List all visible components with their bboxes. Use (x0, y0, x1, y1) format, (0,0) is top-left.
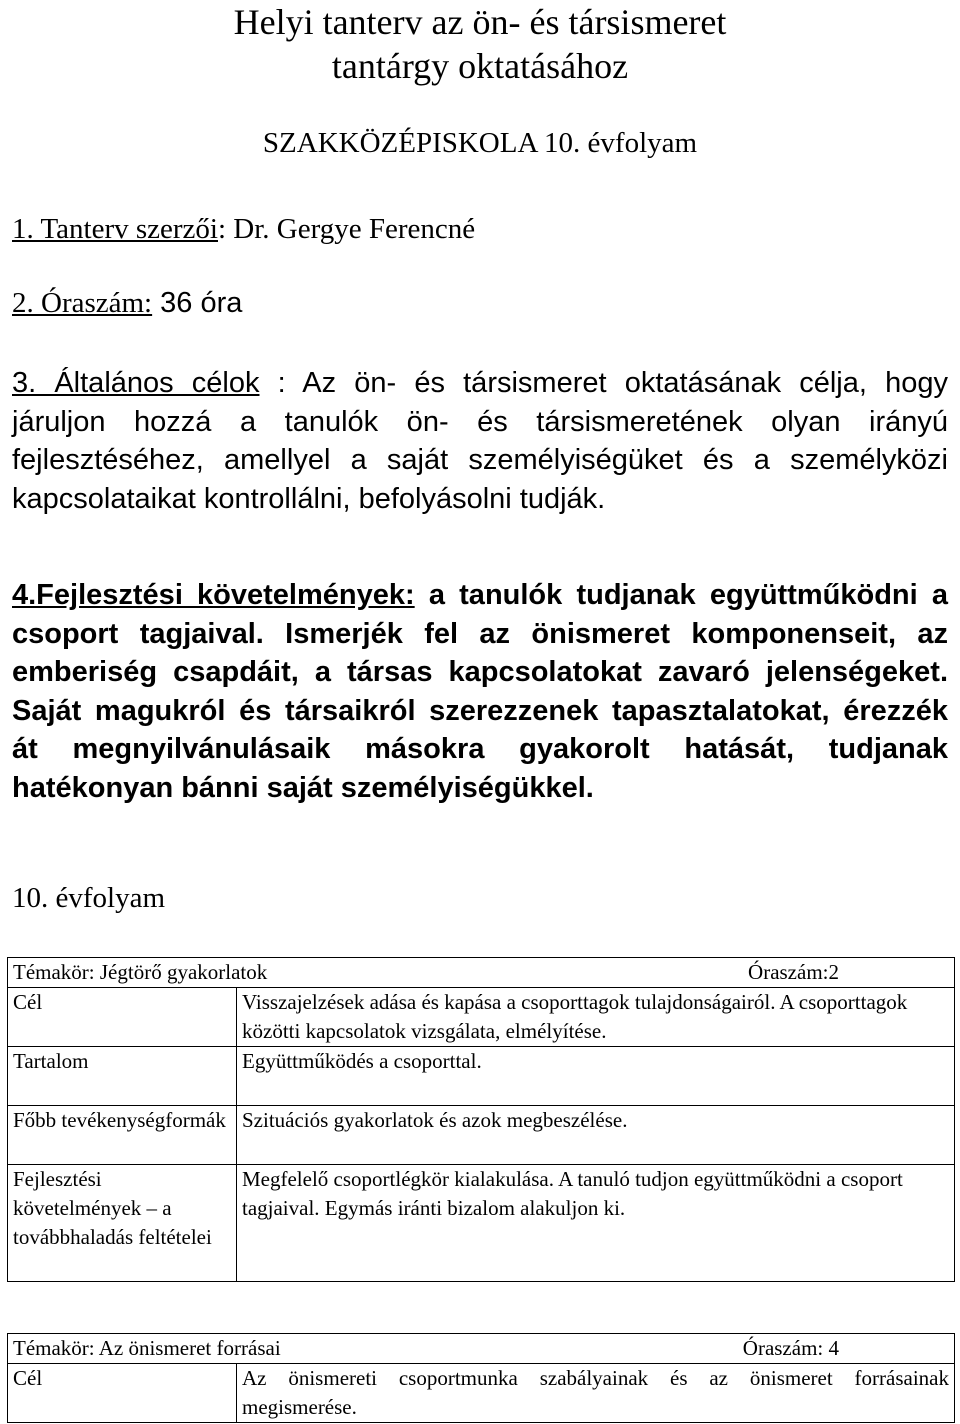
hours-label: 2. Óraszám: (12, 287, 153, 319)
general-goals-label: 3. Általános célok (12, 367, 260, 399)
hours-line (12, 287, 242, 320)
author-line (12, 213, 475, 246)
topic-title: Témakör: Jégtörő gyakorlatok (13, 960, 268, 984)
topic-table-2 (7, 1333, 955, 1423)
school-grade-heading: SZAKKÖZÉPISKOLA 10. évfolyam (262, 127, 698, 159)
requirements-label: 4.Fejlesztési követelmények: (12, 579, 415, 611)
grade-heading: 10. évfolyam (12, 882, 166, 914)
table-row (8, 1106, 955, 1165)
topic-hours: Óraszám: 4 (742, 1336, 839, 1360)
row-value: Megfelelő csoportlégkör kialakulása. A tanuló tudjon együttműködni a csoport tagjaival. Egymás iránti bizalom alakuljon ki. (237, 1165, 955, 1282)
row-value: Együttműködés a csoporttal. (237, 1047, 955, 1106)
requirements-text: a tanulók tudjanak együttműködni a csoport tagjaival. Ismerjék fel az önismeret komponenseit, az emberiség csapdáit, a társas kapcsolatokat zavaró jelenségeket. Saját magukról és társaikról szerezzenek tapasztalatokat, érezzék át megnyilvánulásaik másokra gyakorolt hatását, tudjanak hatékonyan bánni saját személyiségükkel. (12, 579, 948, 804)
row-value: Az önismereti csoportmunka szabályainak és az önismeret forrásainak megismerése. (237, 1364, 955, 1423)
document-title-line-2: tantárgy oktatásához (331, 46, 629, 86)
topic-title: Témakör: Az önismeret forrásai (13, 1336, 281, 1360)
general-goals-paragraph (12, 364, 948, 518)
row-label: Tartalom (8, 1047, 237, 1106)
topic-header-row (8, 958, 955, 988)
requirements-paragraph (12, 576, 948, 808)
table-row (8, 988, 955, 1047)
table-row (8, 1165, 955, 1282)
general-goals-text: : Az ön- és társismeret oktatásának célja, hogy járuljon hozzá a tanulók ön- és társismeretének olyan irányú fejlesztéséhez, amellyel a saját személyiségüket és a személyközi kapcsolataikat kontrollálni, befolyásolni tudják. (12, 367, 948, 515)
author-label: 1. Tanterv szerzői (12, 213, 218, 245)
topic-table-1 (7, 957, 955, 1282)
author-value: : Dr. Gergye Ferencné (218, 213, 476, 245)
row-value: Szituációs gyakorlatok és azok megbeszélése. (237, 1106, 955, 1165)
row-label: Cél (8, 1364, 237, 1423)
topic-header-cell (8, 1334, 955, 1364)
table-row (8, 1364, 955, 1423)
table-row (8, 1047, 955, 1106)
topic-header-cell (8, 958, 955, 988)
document-title-line-1: Helyi tanterv az ön- és társismeret (233, 2, 727, 42)
row-label: Fejlesztési követelmények – a továbbhaladás feltételei (8, 1165, 237, 1282)
row-label: Cél (8, 988, 237, 1047)
row-value: Visszajelzések adása és kapása a csoporttagok tulajdonságairól. A csoporttagok közötti kapcsolatok vizsgálata, elmélyítése. (237, 988, 955, 1047)
row-label: Főbb tevékenységformák (8, 1106, 237, 1165)
hours-value: 36 óra (152, 287, 243, 319)
topic-header-row (8, 1334, 955, 1364)
topic-hours: Óraszám:2 (748, 960, 839, 984)
